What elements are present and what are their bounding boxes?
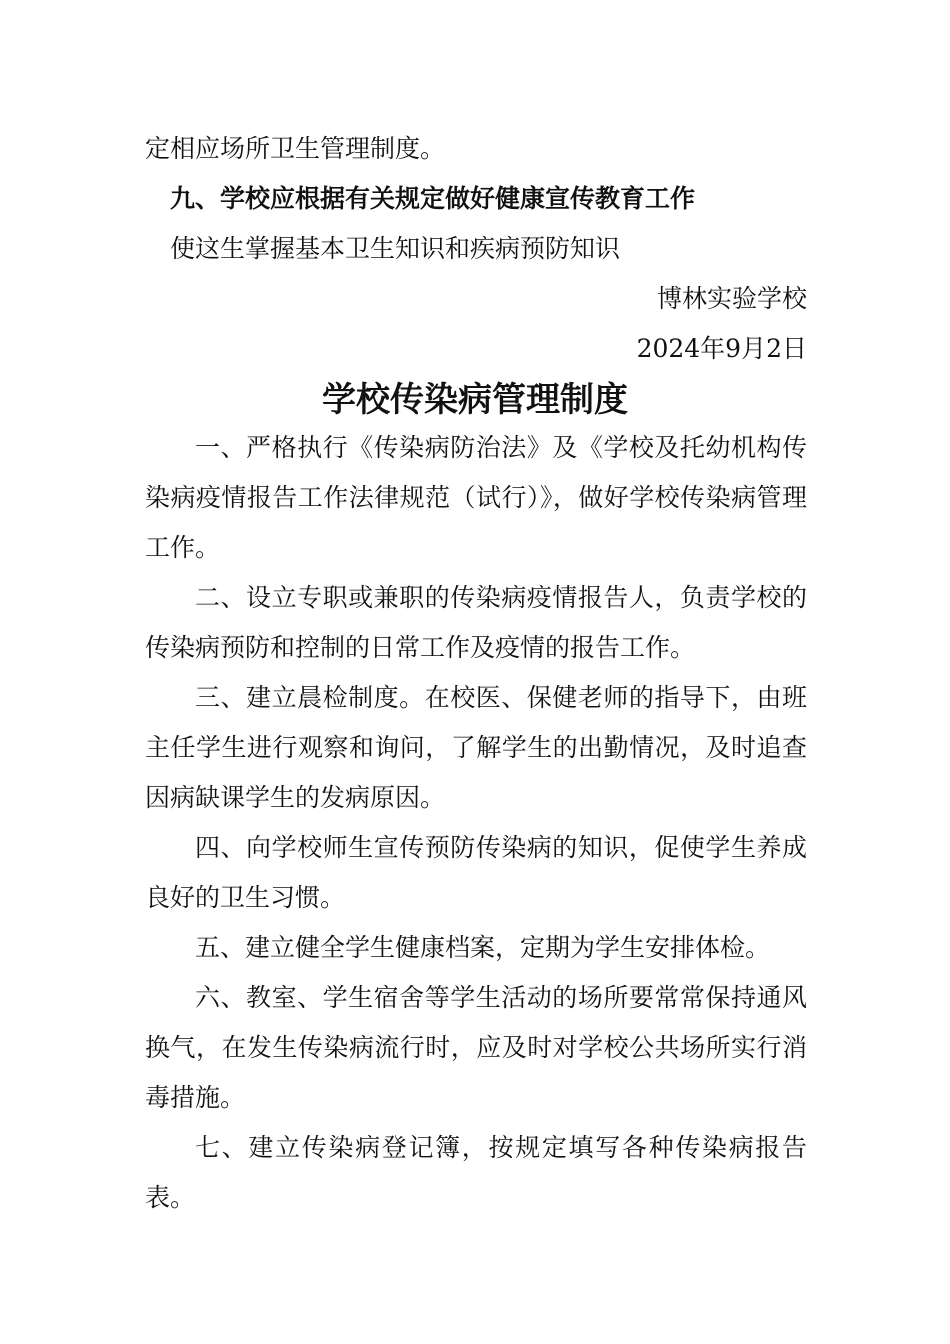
document-title: 学校传染病管理制度 xyxy=(322,380,628,420)
signature: 博林实验学校 xyxy=(656,284,807,313)
section-heading: 九、学校应根据有关规定做好健康宣传教育工作 xyxy=(170,184,696,213)
continuation-line: 定相应场所卫生管理制度。 xyxy=(145,134,446,163)
paragraph-3: 三、建立晨检制度。在校医、保健老师的指导下，由班主任学生进行观察和询问，了解学生的出勤情况，及时追查因病缺课学生的发病原因。 xyxy=(145,683,807,812)
paragraph-2: 二、设立专职或兼职的传染病疫情报告人，负责学校的传染病预防和控制的日常工作及疫情的报告工作。 xyxy=(145,583,807,662)
paragraph-4: 四、向学校师生宣传预防传染病的知识，促使学生养成良好的卫生习惯。 xyxy=(145,833,807,912)
section-body: 使这生掌握基本卫生知识和疾病预防知识 xyxy=(170,234,621,263)
paragraph-1: 一、严格执行《传染病防治法》及《学校及托幼机构传染病疫情报告工作法律规范（试行）》，做好学校传染病管理工作。 xyxy=(145,433,807,562)
paragraph-7: 七、建立传染病登记簿，按规定填写各种传染病报告表。 xyxy=(145,1133,807,1212)
paragraph-6: 六、教室、学生宿舍等学生活动的场所要常常保持通风换气，在发生传染病流行时，应及时对学校公共场所实行消毒措施。 xyxy=(145,983,807,1112)
paragraph-5: 五、建立健全学生健康档案，定期为学生安排体检。 xyxy=(195,933,771,962)
date: 2024年9月2日 xyxy=(636,334,807,363)
